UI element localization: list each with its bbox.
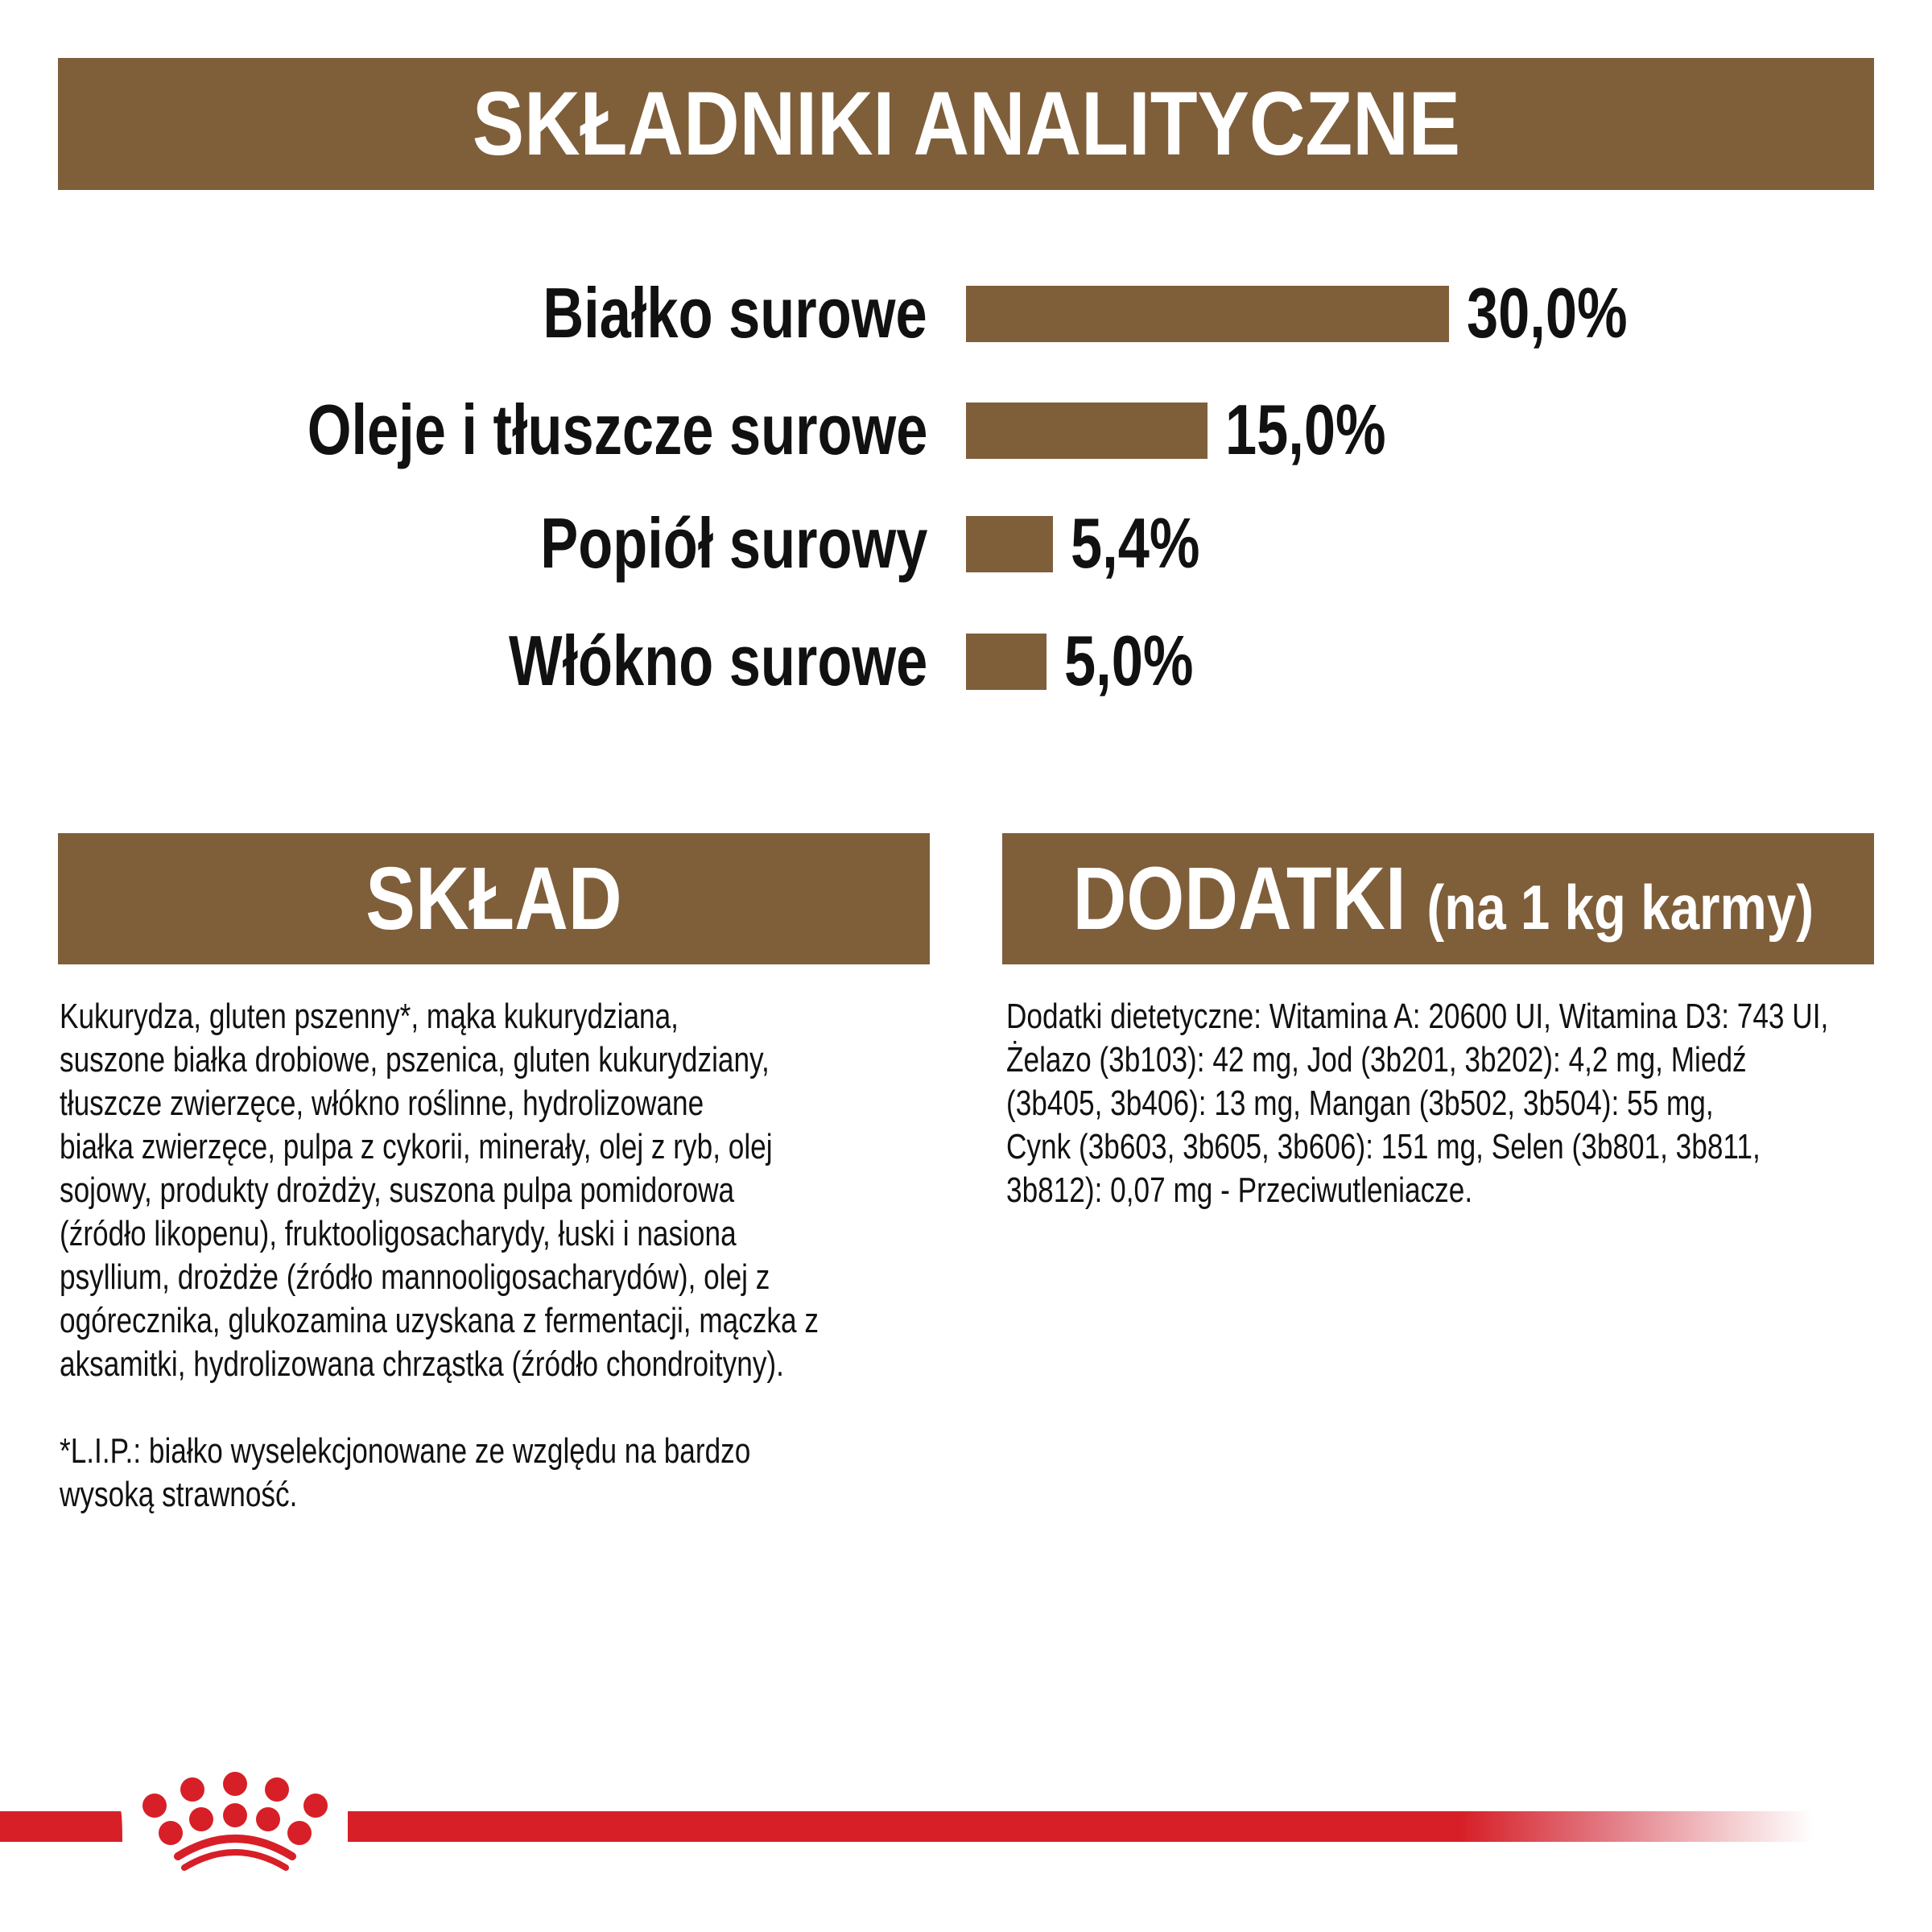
page-title: SKŁADNIKI ANALITYCZNE: [472, 73, 1460, 174]
chart-label: Oleje i tłuszcze surowe: [307, 390, 927, 469]
chart-row: [0, 273, 1932, 369]
composition-title: SKŁAD: [365, 849, 622, 948]
composition-text: [60, 995, 929, 1517]
additives-line: Cynk (3b603, 3b605, 3b606): 151 mg, Selen (3b801, 3b811,: [1006, 1127, 1761, 1166]
chart-row: [0, 621, 1932, 717]
title-band: [58, 58, 1874, 190]
brand-stripe-left: [0, 1811, 122, 1842]
composition-band: [58, 833, 930, 964]
chart-label: Włókno surowe: [508, 621, 927, 700]
brand-footer: [0, 1771, 1932, 1900]
footnote-line: wysoką strawność.: [60, 1475, 298, 1514]
additives-band: [1002, 833, 1874, 964]
additives-line: (3b405, 3b406): 13 mg, Mangan (3b502, 3b504): 55 mg,: [1006, 1084, 1714, 1123]
composition-line: (źródło likopenu), fruktooligosacharydy, łuski i nasiona: [60, 1214, 737, 1253]
composition-line: białka zwierzęce, pulpa z cykorii, minerały, olej z ryb, olej: [60, 1127, 773, 1166]
composition-line: suszone białka drobiowe, pszenica, gluten kukurydziany,: [60, 1040, 770, 1080]
chart-bar: [966, 286, 1449, 342]
composition-line: sojowy, produkty drożdży, suszona pulpa pomidorowa: [60, 1170, 735, 1210]
footnote-line: *L.I.P.: białko wyselekcjonowane ze względu na bardzo: [60, 1431, 751, 1471]
crown-logo-icon: [137, 1771, 330, 1884]
additives-line: Dodatki dietetyczne: Witamina A: 20600 UI, Witamina D3: 743 UI,: [1006, 997, 1829, 1036]
additives-title: DODATKI: [1072, 849, 1406, 948]
chart-value: 30,0%: [1467, 273, 1628, 353]
composition-line: aksamitki, hydrolizowana chrząstka (źródło chondroityny).: [60, 1344, 784, 1384]
chart-value: 15,0%: [1225, 390, 1386, 469]
paragraph-spacer: [60, 1386, 929, 1430]
composition-line: tłuszcze zwierzęce, włókno roślinne, hydrolizowane: [60, 1084, 704, 1123]
chart-row: [0, 503, 1932, 600]
composition-line: psyllium, drożdże (źródło mannooligosacharydów), olej z: [60, 1257, 770, 1297]
additives-line: 3b812): 0,07 mg - Przeciwutleniacze.: [1006, 1170, 1473, 1210]
chart-value: 5,4%: [1071, 503, 1200, 583]
brand-stripe-right: [348, 1811, 1813, 1842]
chart-bar: [966, 516, 1053, 572]
additives-text: [1006, 995, 1892, 1212]
additives-subtitle: (na 1 kg karmy): [1426, 872, 1814, 943]
chart-bar: [966, 402, 1208, 459]
chart-bar: [966, 634, 1046, 690]
chart-value: 5,0%: [1064, 621, 1194, 700]
additives-line: Żelazo (3b103): 42 mg, Jod (3b201, 3b202): 4,2 mg, Miedź: [1006, 1040, 1747, 1080]
chart-label: Białko surowe: [543, 273, 927, 353]
composition-line: Kukurydza, gluten pszenny*, mąka kukurydziana,: [60, 997, 679, 1036]
chart-label: Popiół surowy: [539, 503, 927, 583]
composition-line: ogórecznika, glukozamina uzyskana z fermentacji, mączka z: [60, 1301, 819, 1340]
chart-row: [0, 390, 1932, 486]
